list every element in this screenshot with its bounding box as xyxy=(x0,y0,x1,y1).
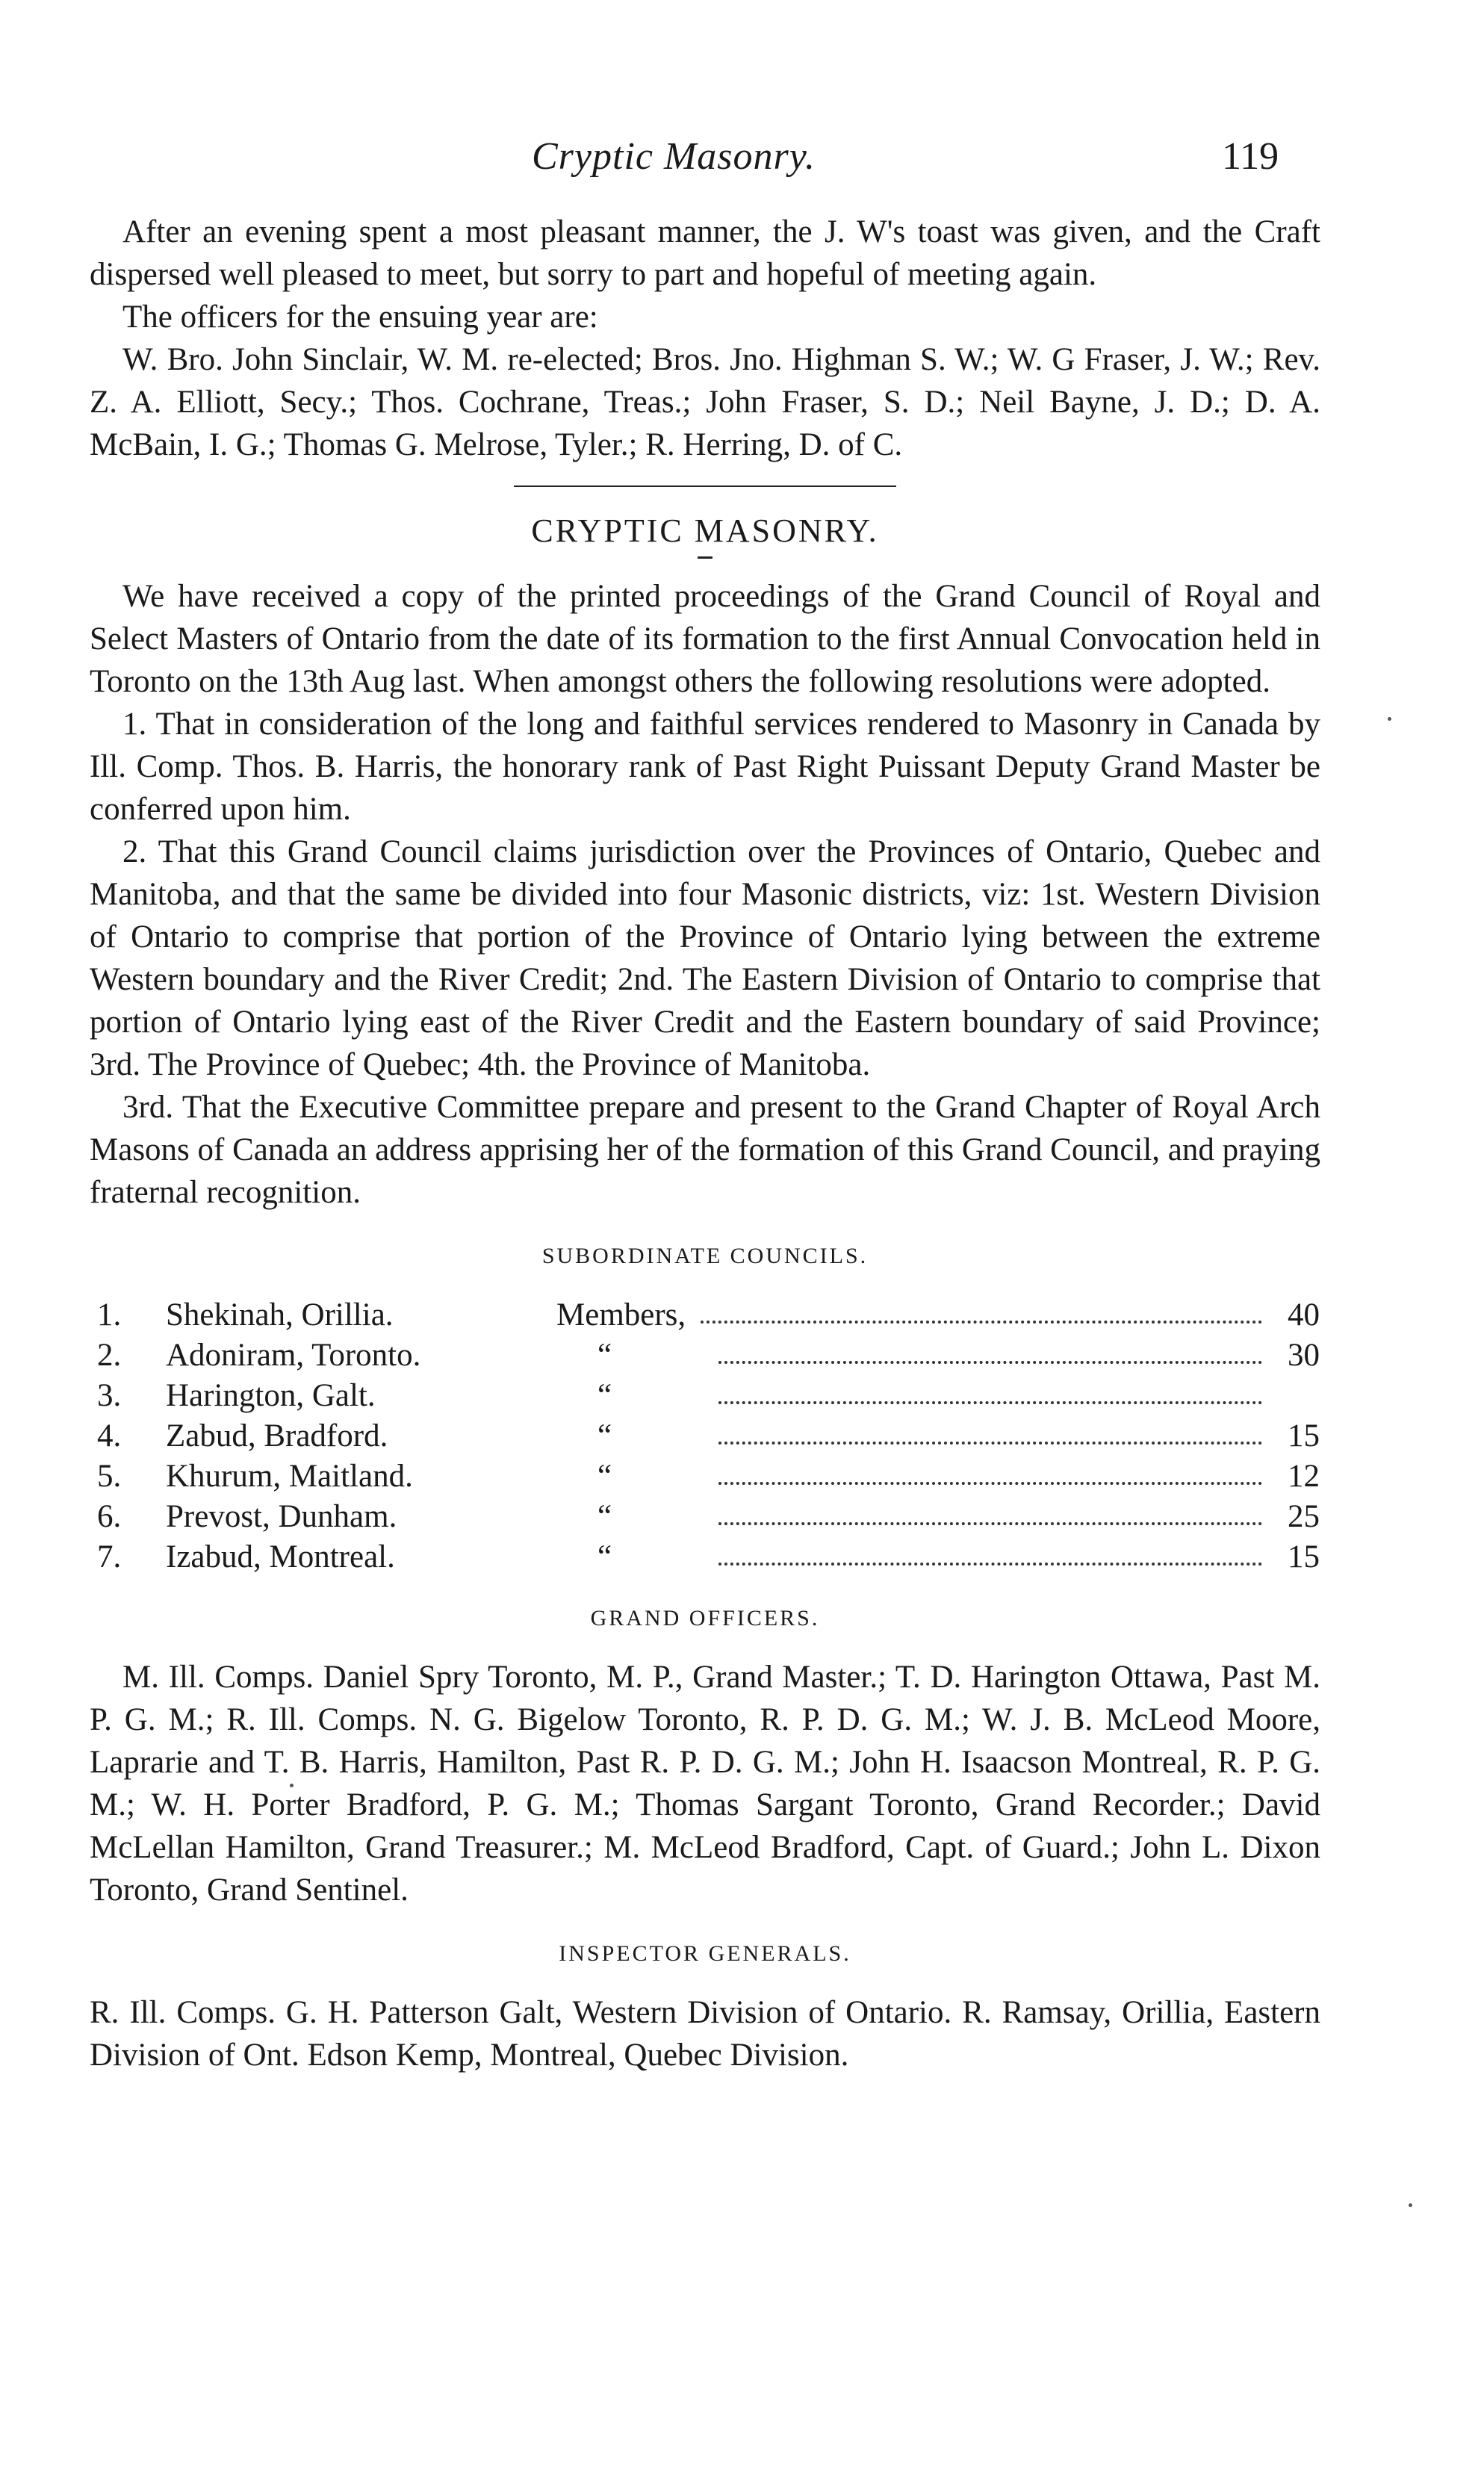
leader-dots xyxy=(701,1316,1262,1324)
council-name: Zabud, Bradford. xyxy=(166,1418,388,1453)
council-name: Adoniram, Toronto. xyxy=(166,1338,421,1373)
council-members-count: 25 xyxy=(1288,1499,1320,1534)
council-name: Prevost, Dunham. xyxy=(166,1499,397,1534)
council-name: Harington, Galt. xyxy=(166,1378,376,1413)
running-title: Cryptic Masonry. xyxy=(532,135,816,178)
council-members-count: 30 xyxy=(1288,1338,1320,1373)
leader-dots xyxy=(718,1518,1262,1525)
officers-intro: The officers for the ensuing year are: xyxy=(122,300,598,335)
page-number: 119 xyxy=(1222,135,1279,178)
page-header xyxy=(0,134,1484,187)
page-body xyxy=(90,211,1320,2076)
council-members-label: Members, xyxy=(556,1297,686,1332)
ditto-mark: “ xyxy=(597,1539,612,1574)
council-row xyxy=(90,1374,1320,1415)
resolution-2: 2. That this Grand Council claims jurisdiction over the Provinces of Ontario, Quebec and Manitoba, and that the same be divided into four Masonic districts, viz: 1st. Western Division of Ontario to comprise that portion of the Province of Ontario lying between the extreme Western boundary and the River Credit; 2nd. The Eastern Division of Ontario to comprise that portion of Ontario lying east of the River Credit and the Eastern boundary of said Province; 3rd. The Province of Quebec; 4th. the Province of Manitoba. xyxy=(90,834,1320,1082)
council-number: 7. xyxy=(97,1539,122,1574)
council-row xyxy=(90,1536,1320,1576)
council-number: 4. xyxy=(97,1418,122,1453)
councils-table xyxy=(90,1294,1320,1576)
leader-dots xyxy=(718,1477,1262,1485)
inspector-generals-heading: INSPECTOR GENERALS. xyxy=(559,1941,851,1966)
council-row xyxy=(90,1294,1320,1334)
ditto-mark: “ xyxy=(597,1418,612,1453)
opening-paragraph: After an evening spent a most pleasant manner, the J. W's toast was given, and the Craft dispersed well pleased to meet, but sorry to part and hopeful of meeting again. xyxy=(90,214,1320,292)
resolution-1: 1. That in consideration of the long and faithful services rendered to Masonry in Canada by Ill. Comp. Thos. B. Harris, the honorary rank of Past Right Puissant Deputy Grand Master be conferred upon him. xyxy=(90,707,1320,827)
council-number: 3. xyxy=(97,1378,122,1413)
council-row xyxy=(90,1455,1320,1495)
council-members-count: 15 xyxy=(1288,1418,1320,1453)
paper-speck xyxy=(290,1784,294,1787)
officers-list: W. Bro. John Sinclair, W. M. re-elected; Bros. Jno. Highman S. W.; W. G Fraser, J. W.; Rev. Z. A. Elliott, Secy.; Thos. Cochrane, Treas.; John Fraser, S. D.; Neil Bayne, J. D.; D. A. McBain, I. G.; Thomas G. Melrose, Tyler.; R. Herring, D. of C. xyxy=(90,342,1320,462)
title-dash xyxy=(698,556,712,559)
subordinate-councils-heading: SUBORDINATE COUNCILS. xyxy=(541,1244,869,1268)
ditto-mark: “ xyxy=(597,1338,612,1373)
ditto-mark: “ xyxy=(597,1499,612,1534)
section-title: CRYPTIC MASONRY. xyxy=(531,512,879,549)
council-name: Shekinah, Orillia. xyxy=(166,1297,394,1332)
leader-dots xyxy=(718,1397,1262,1404)
council-members-count: 12 xyxy=(1288,1459,1320,1494)
paper-speck xyxy=(1388,717,1391,721)
council-members-count: 40 xyxy=(1288,1297,1320,1332)
inspector-generals-text: R. Ill. Comps. G. H. Patterson Galt, Western Division of Ontario. R. Ramsay, Orillia, Eastern Division of Ont. Edson Kemp, Montreal, Quebec Division. xyxy=(90,1995,1320,2073)
grand-officers-heading: GRAND OFFICERS. xyxy=(590,1606,820,1631)
paper-speck xyxy=(1409,2203,1412,2207)
section-divider xyxy=(514,485,896,487)
council-number: 2. xyxy=(97,1338,122,1373)
grand-officers-text: M. Ill. Comps. Daniel Spry Toronto, M. P., Grand Master.; T. D. Harington Ottawa, Past M. P. G. M.; R. Ill. Comps. N. G. Bigelow Toronto, R. P. D. G. M.; W. J. B. McLeod Moore, Laprarie and T. B. Harris, Hamilton, Past R. P. D. G. M.; John H. Isaacson Montreal, R. P. G. M.; W. H. Porter Bradford, P. G. M.; Thomas Sargant Toronto, Grand Recorder.; David McLellan Hamilton, Grand Treasurer.; M. McLeod Bradford, Capt. of Guard.; John L. Dixon Toronto, Grand Sentinel. xyxy=(90,1660,1320,1908)
council-row xyxy=(90,1415,1320,1455)
leader-dots xyxy=(718,1437,1262,1445)
section-intro: We have received a copy of the printed proceedings of the Grand Council of Royal and Select Masters of Ontario from the date of its formation to the first Annual Convocation held in Toronto on the 13th Aug last. When amongst others the following resolutions were adopted. xyxy=(90,579,1320,699)
ditto-mark: “ xyxy=(597,1378,612,1413)
resolution-3: 3rd. That the Executive Committee prepare and present to the Grand Chapter of Royal Arch Masons of Canada an address apprising her of the formation of this Grand Council, and praying fraternal recognition. xyxy=(90,1090,1320,1210)
council-number: 5. xyxy=(97,1459,122,1494)
council-number: 1. xyxy=(97,1297,122,1332)
ditto-mark: “ xyxy=(597,1459,612,1494)
council-number: 6. xyxy=(97,1499,122,1534)
council-name: Izabud, Montreal. xyxy=(166,1539,395,1574)
leader-dots xyxy=(718,1356,1262,1364)
council-row xyxy=(90,1334,1320,1374)
council-members-count: 15 xyxy=(1288,1539,1320,1574)
leader-dots xyxy=(718,1558,1262,1566)
council-row xyxy=(90,1495,1320,1536)
council-name: Khurum, Maitland. xyxy=(166,1459,413,1494)
